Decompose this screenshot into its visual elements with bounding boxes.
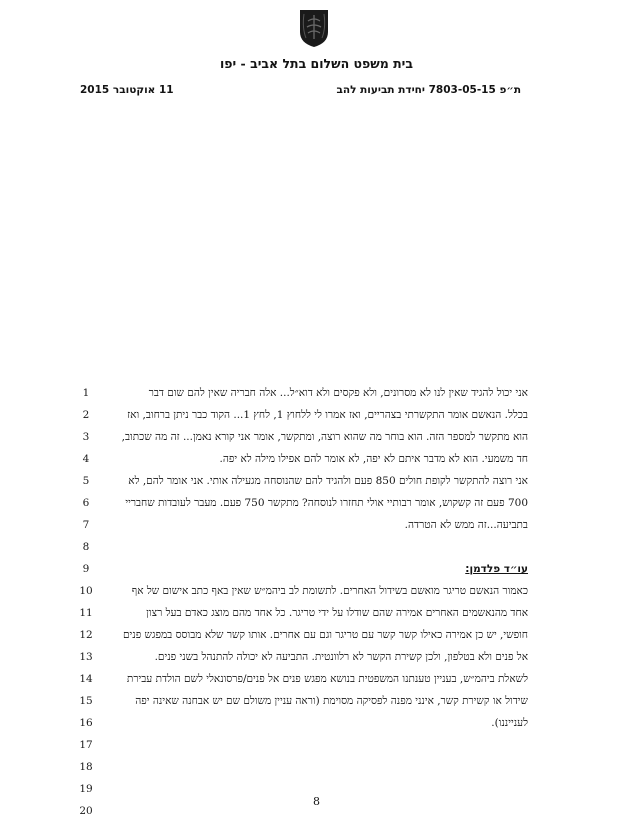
speaker-label: עו״ד פלדמן: <box>465 563 528 575</box>
state-emblem-icon <box>297 8 331 48</box>
line-number: 1 <box>82 387 90 399</box>
transcript-line: בכלל. הנאשם אומר התקשרתי בצהריים, ואז אמרו לי ללחוץ 1, לחץ 1... הקוד כבר ניתן ברחוב, ואז <box>127 409 528 421</box>
line-number: 19 <box>79 783 93 795</box>
transcript-line: הוא מתקשר למספר הזה. הוא בוחר מה שהוא רוצה, ומתקשר, אומר אני קורא נאמן... זה מה שכתוב, <box>121 431 528 443</box>
line-number: 12 <box>79 629 93 641</box>
transcript-line: חד משמעי. הוא לא מדבר איתם לא יפה, לא אומר להם אפילו מילה לא יפה. <box>219 453 528 465</box>
line-number: 11 <box>79 607 93 619</box>
line-number: 14 <box>79 673 93 685</box>
transcript-line: לשאלת ביהמ״ש, בעניין טענתנו המשפטית בנושא מפגש פנים אל פנים/פרסונאלי לשם הולדת עבירת <box>126 673 528 685</box>
transcript-line: אחד מהנאשמים האחרים אמירה שהם שודלו על ידי טריגר. כל אחד מהם מוצג כאדם בעל רצון <box>146 607 528 619</box>
line-number: 13 <box>79 651 93 663</box>
transcript-line <box>108 536 528 558</box>
transcript-line: אני רוצה להתקשר לקופת חולים 850 פעם ולהגיד להם שהנוסחה מגעילה אותי. אני אומר להם, לא <box>128 475 528 487</box>
transcript-line: לענייננו). <box>491 717 528 729</box>
transcript-line: אני יכול להגיד שאין לנו לא מסרונים, ולא פקסים ולא דוא״ל... אלה חבריה שאין להם שום דבר <box>148 387 528 399</box>
transcript-line: כאמור הנאשם טריגר מואשם בשידול האחרים. לתשומת לב ביהמ״ש שאין באף כתב אישום של אף <box>131 585 528 597</box>
transcript-line <box>108 756 528 778</box>
line-number-column <box>76 382 96 822</box>
line-number: 18 <box>79 761 93 773</box>
transcript-line <box>108 734 528 756</box>
line-number: 7 <box>82 519 90 531</box>
transcript-line: חופשי, יש כן אמירה כאילו קשר קשר עם טריגר וגם עם אחרים. אותו קשר שלא מבוסס במפגש פנים <box>123 629 528 641</box>
transcript-line: אל פנים ולא בטלפון, ולכן קשירת הקשר לא רלוונטית. התביעה לא יכולה להתנהל בשני פנים. <box>154 651 528 663</box>
line-number: 17 <box>79 739 93 751</box>
document-date: 11 אוקטובר 2015 <box>80 84 174 96</box>
court-name: בית משפט השלום בתל אביב - יפו <box>220 56 413 71</box>
line-number: 8 <box>82 541 90 553</box>
line-number: 4 <box>82 453 90 465</box>
line-number: 2 <box>82 409 90 421</box>
transcript-line: 700 פעם זה קשקוש, אומר רבותיי אולי תחזרו לנוסחה? מתקשר 750 פעם. מעבר לעובדות שחבריי <box>125 497 528 509</box>
page-number: 8 <box>313 795 320 808</box>
line-number: 10 <box>79 585 93 597</box>
line-number: 20 <box>79 805 93 817</box>
line-number: 9 <box>82 563 90 575</box>
transcript-line: בתביעה...זה ממש לא הטרדה. <box>404 519 528 531</box>
line-number: 15 <box>79 695 93 707</box>
line-number: 5 <box>82 475 90 487</box>
transcript-body <box>108 382 528 822</box>
case-number: ת״פ 7803-05-15 יחידת תביעות להב <box>336 84 521 96</box>
line-number: 3 <box>82 431 90 443</box>
line-number: 16 <box>79 717 93 729</box>
line-number: 6 <box>82 497 90 509</box>
transcript-line: שידול או קשירת קשר, אינני מפנה לפסיקה מסוימת (וראה עניין משולם שם יש אבחנה שאינה יפה <box>135 695 528 707</box>
